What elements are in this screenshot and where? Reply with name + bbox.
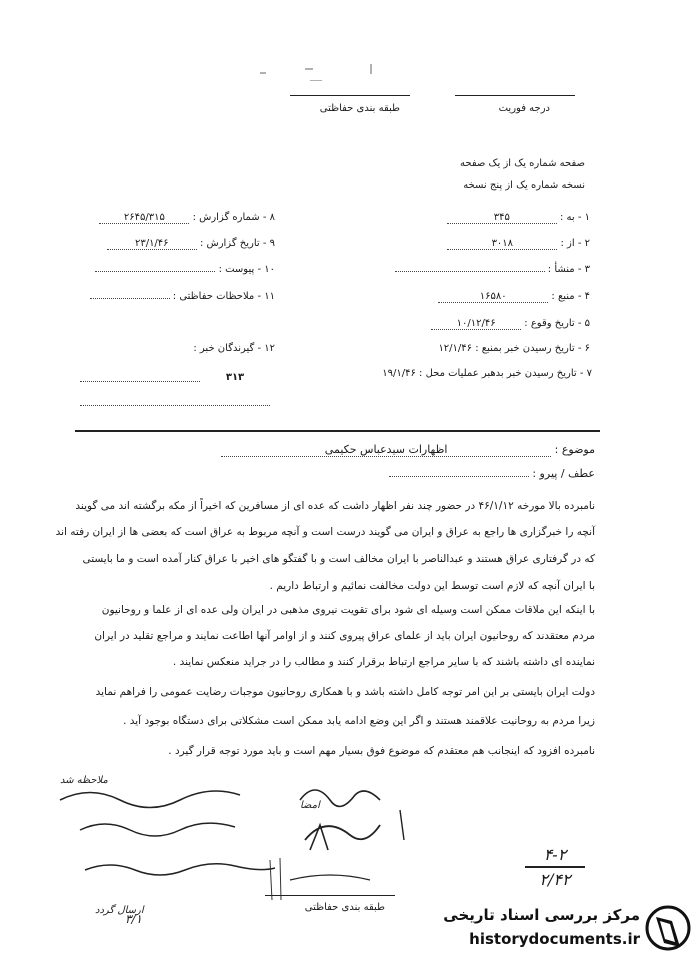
body-line: نماینده ای داشته باشند که با سایر مراجع ارتباط برقرار کنند و مطالب را در جراید منعکس نمایند .	[172, 656, 595, 668]
fraction-top: ۴-۲	[543, 845, 567, 864]
field-label: ۸ - شماره گزارش :	[192, 212, 275, 223]
field-value: ۱۲/۱/۴۶	[438, 343, 473, 354]
subject-value: اظهارات سیدعباس حکیمی	[221, 443, 551, 457]
field-origin	[370, 264, 590, 275]
body-line: زیرا مردم به روحانیت علاقمند هستند و اگر این وضع ادامه یابد ممکن است مشکلاتی برای دستگاه بوجود آید .	[123, 715, 595, 727]
handwritten-fraction	[525, 845, 585, 889]
top-stamp-marks	[250, 60, 390, 90]
field-value: ۲۶۴۵/۳۱۵	[99, 212, 189, 224]
subject-line	[85, 443, 595, 457]
field-value: ۱۹/۱/۴۶	[382, 368, 416, 379]
body-line: که در گرفتاری عراق هستند و عبدالناصر با ایران مخالف است و با گفتگو های اخیر با عراق کنار آمده است و ما بایستی	[82, 553, 595, 565]
field-label: ۱۱ - ملاحظات حفاظتی :	[172, 291, 275, 302]
body-line: نامبرده افزود که اینجانب هم معتقدم که موضوع فوق بسیار مهم است و باید مورد توجه قرار گیرد .	[168, 745, 595, 757]
field-security-notes	[80, 291, 275, 302]
field-ops-received-date	[330, 368, 592, 379]
field-value: ۱۶۵۸۰	[438, 291, 548, 303]
priority-label: درجه فوریت	[498, 103, 550, 114]
field-attachment	[80, 264, 275, 275]
handwritten-note-1: ملاحظه شد	[60, 775, 108, 786]
field-value: ۱۰/۱۲/۴۶	[431, 318, 521, 330]
field-label: ۹ - تاریخ گزارش :	[199, 238, 275, 249]
body-line: مردم معتقدند که روحانیون ایران باید از علمای عراق پیروی کنند و از اوامر آنها اطاعت نمایند و مراجع تقلید در ایران	[94, 630, 595, 642]
page-number-line: صفحه شماره یک از یک صفحه	[460, 158, 585, 169]
field-report-date	[80, 238, 275, 250]
watermark-url: historydocuments.ir	[469, 930, 640, 948]
field-label: ۲ - از :	[560, 238, 590, 249]
field-report-number	[80, 212, 275, 224]
body-line: با اینکه این ملاقات ممکن است وسیله ای شود برای تقویت نیروی مذهبی در ایران ولی عده ای از علما و روحانیون	[101, 604, 595, 616]
field-label: ۶ - تاریخ رسیدن خبر بمنبع :	[475, 343, 590, 354]
watermark-title: مرکز بررسی اسناد تاریخی	[443, 906, 640, 924]
field-label: ۱۰ - پیوست :	[218, 264, 275, 275]
field-recipients	[80, 343, 275, 354]
field-value: ۳۰۱۸	[447, 238, 557, 250]
field-label: ۷ - تاریخ رسیدن خبر بدهبر عملیات محل :	[419, 368, 592, 379]
handwritten-note-2: ارسال گردد	[95, 905, 144, 916]
recipients-value: ۳۱۳	[225, 372, 245, 383]
copy-number-line: نسخه شماره یک از پنج نسخه	[463, 180, 585, 191]
reference-line	[85, 467, 595, 480]
field-label: ۴ - منبع :	[551, 291, 590, 302]
subject-label: موضوع :	[554, 443, 595, 456]
body-line: آنچه را خبرگزاری ها راجع به عراق و ایران می گویند درست است و آنچه مربوط به عراق است که بعضی ها از ایران رفته اند	[55, 526, 595, 538]
field-source	[370, 291, 590, 303]
field-value	[90, 298, 170, 299]
field-label: ۳ - منشأ :	[547, 264, 590, 275]
field-label: ۱۲ - گیرندگان خبر :	[193, 343, 275, 354]
field-label: ۱ - به :	[559, 212, 590, 223]
body-line: دولت ایران بایستی بر این امر توجه کامل داشته باشد و با همکاری روحانیون موجبات رضایت عمومی را فراهم نماید	[95, 686, 595, 698]
field-event-date	[370, 318, 590, 330]
field-to	[370, 212, 590, 224]
body-line: نامبرده بالا مورخه ۴۶/۱/۱۲ در حضور چند نفر اظهار داشت که عده ای از مسافرین که اخیراً از مکه برگشته اند می گویند	[75, 500, 595, 512]
logo-icon	[644, 903, 692, 953]
section-divider	[75, 430, 600, 432]
field-value: ۲۳/۱/۴۶	[107, 238, 197, 250]
watermark	[400, 898, 700, 963]
classification-label-top: طبقه بندی حفاظتی	[319, 103, 400, 114]
field-label: ۵ - تاریخ وقوع :	[524, 318, 590, 329]
reference-label: عطف / پیرو :	[532, 467, 595, 480]
field-value	[95, 271, 215, 272]
classification-label-bottom: طبقه بندی حفاظتی	[304, 902, 385, 913]
handwritten-signature: امضا	[300, 800, 320, 811]
field-source-received-date	[340, 343, 590, 354]
field-from	[370, 238, 590, 250]
field-value: ۳۴۵	[447, 212, 557, 224]
field-value	[395, 271, 545, 272]
body-line: با ایران آنچه که لازم است توسط این دولت مخالفت نمائیم و ارتباط داریم .	[269, 580, 595, 592]
recipients-dotted-lines	[80, 370, 270, 410]
fraction-bottom: ۲/۴۲	[539, 870, 571, 889]
handwritten-initials: ۳/۱	[125, 912, 142, 926]
